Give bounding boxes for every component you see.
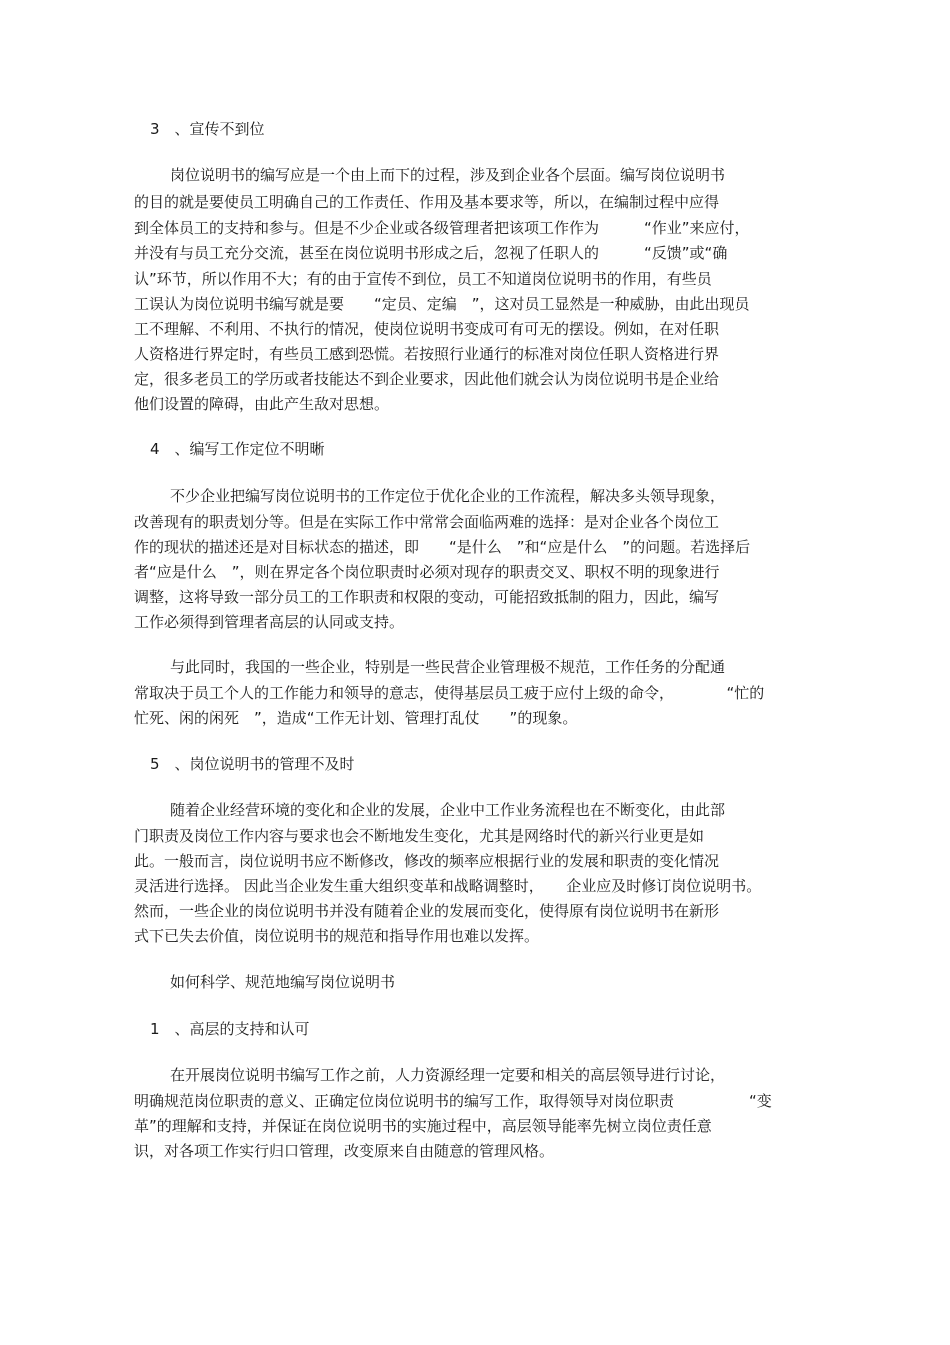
- paragraph-line: 识，对各项工作实行归口管理，改变原来自由随意的管理风格。: [134, 1142, 555, 1160]
- paragraph-line: 岗位说明书的编写应是一个由上而下的过程，涉及到企业各个层面。编写岗位说明书: [170, 166, 726, 184]
- paragraph-line: 明确规范岗位职责的意义、正确定位岗位说明书的编写工作，取得领导对岗位职责 “变: [134, 1092, 772, 1110]
- section-heading: 5 、岗位说明书的管理不及时: [150, 755, 355, 773]
- paragraph-line: 到全体员工的支持和参与。但是不少企业或各级管理者把该项工作作为 “作业”来应付，: [134, 219, 750, 237]
- paragraph-line: 与此同时，我国的一些企业，特别是一些民营企业管理极不规范，工作任务的分配通: [170, 658, 726, 676]
- paragraph-line: 调整，这将导致一部分员工的工作职责和权限的变动，可能招致抵制的阻力，因此，编写: [134, 588, 720, 606]
- paragraph-line: 人资格进行界定时，有些员工感到恐慌。若按照行业通行的标准对岗位任职人资格进行界: [134, 345, 720, 363]
- subtitle: 如何科学、规范地编写岗位说明书: [170, 973, 396, 991]
- paragraph-line: 此。一般而言，岗位说明书应不断修改，修改的频率应根据行业的发展和职责的变化情况: [134, 852, 720, 870]
- paragraph-line: 不少企业把编写岗位说明书的工作定位于优化企业的工作流程，解决多头领导现象，: [170, 487, 726, 505]
- paragraph-line: 工作必须得到管理者高层的认同或支持。: [134, 613, 405, 631]
- paragraph-line: 常取决于员工个人的工作能力和领导的意志，使得基层员工疲于应付上级的命令， “忙的: [134, 684, 765, 702]
- paragraph-line: 定，很多老员工的学历或者技能达不到企业要求，因此他们就会认为岗位说明书是企业给: [134, 370, 720, 388]
- paragraph-line: 认”环节，所以作用不大；有的由于宣传不到位，员工不知道岗位说明书的作用，有些员: [134, 270, 712, 288]
- paragraph-line: 式下已失去价值，岗位说明书的规范和指导作用也难以发挥。: [134, 927, 540, 945]
- paragraph-line: 灵活进行选择。 因此当企业发生重大组织变革和战略调整时， 企业应及时修订岗位说明书。: [134, 877, 762, 895]
- paragraph-line: 忙死、闲的闲死 ”，造成“工作无计划、管理打乱仗 ”的现象。: [134, 709, 578, 727]
- paragraph-line: 然而，一些企业的岗位说明书并没有随着企业的发展而变化，使得原有岗位说明书在新形: [134, 902, 720, 920]
- paragraph-line: 革”的理解和支持，并保证在岗位说明书的实施过程中，高层领导能率先树立岗位责任意: [134, 1117, 712, 1135]
- section-heading: 4 、编写工作定位不明晰: [150, 440, 325, 458]
- paragraph-line: 在开展岗位说明书编写工作之前，人力资源经理一定要和相关的高层领导进行讨论，: [170, 1066, 726, 1084]
- paragraph-line: 工不理解、不利用、不执行的情况，使岗位说明书变成可有可无的摆设。例如，在对任职: [134, 320, 720, 338]
- section-heading: 3 、宣传不到位: [150, 120, 265, 138]
- paragraph-line: 改善现有的职责划分等。但是在实际工作中常常会面临两难的选择：是对企业各个岗位工: [134, 513, 720, 531]
- paragraph-line: 随着企业经营环境的变化和企业的发展，企业中工作业务流程也在不断变化，由此部: [170, 801, 726, 819]
- section-heading: 1 、高层的支持和认可: [150, 1020, 310, 1038]
- paragraph-line: 他们设置的障碍，由此产生敌对思想。: [134, 395, 390, 413]
- paragraph-line: 门职责及岗位工作内容与要求也会不断地发生变化，尤其是网络时代的新兴行业更是如: [134, 827, 705, 845]
- paragraph-line: 并没有与员工充分交流，甚至在岗位说明书形成之后，忽视了任职人的 “反馈”或“确: [134, 244, 728, 262]
- paragraph-line: 作的现状的描述还是对目标状态的描述，即 “是什么 ”和“应是什么 ”的问题。若选择后: [134, 538, 751, 556]
- paragraph-line: 者“应是什么 ”，则在界定各个岗位职责时必须对现存的职责交叉、职权不明的现象进行: [134, 563, 720, 581]
- paragraph-line: 的目的就是要使员工明确自己的工作责任、作用及基本要求等，所以，在编制过程中应得: [134, 193, 720, 211]
- paragraph-line: 工误认为岗位说明书编写就是要 “定员、定编 ”，这对员工显然是一种威胁，由此出现员: [134, 295, 750, 313]
